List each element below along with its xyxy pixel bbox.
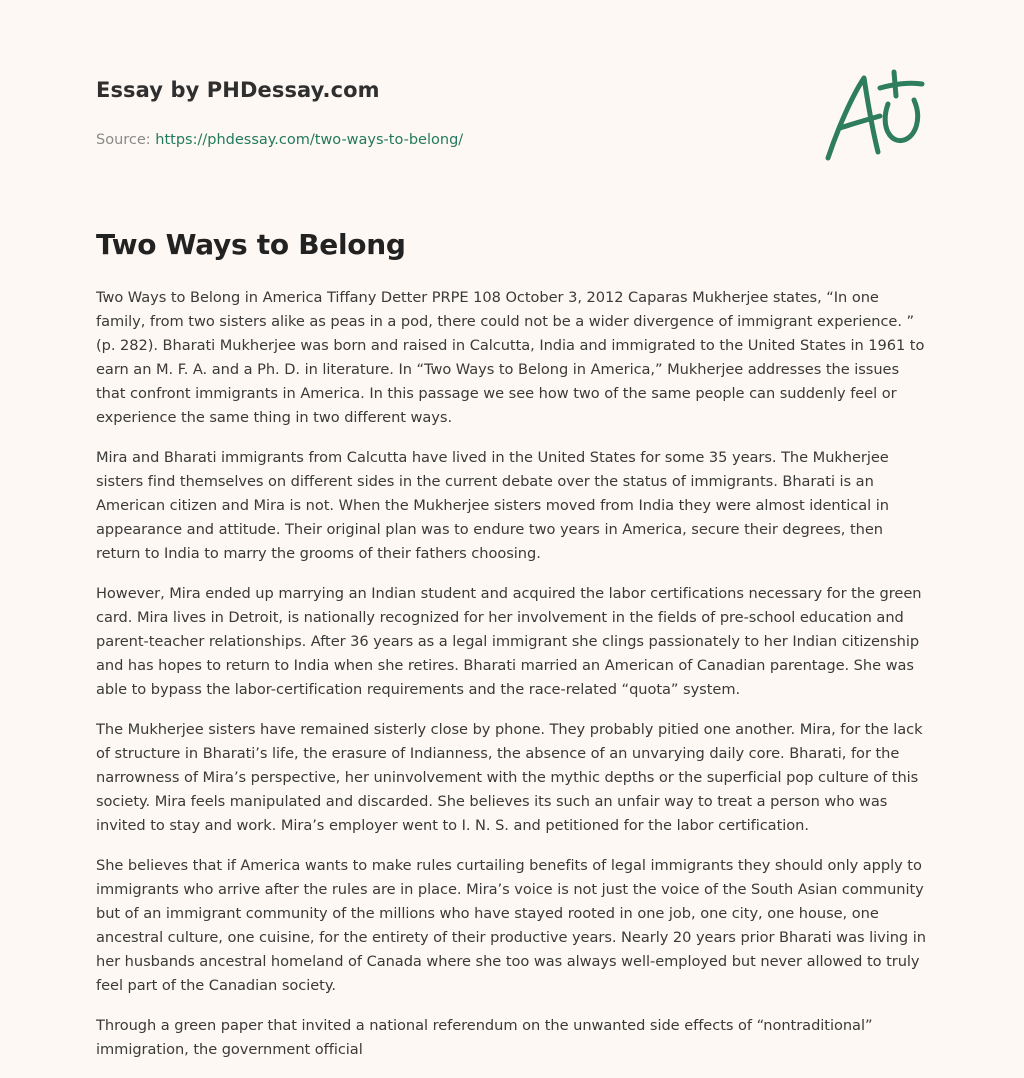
source-label: Source:	[96, 132, 156, 148]
source-line	[96, 131, 656, 149]
essay-title: Two Ways to Belong	[96, 228, 406, 261]
essay-paragraph: Through a green paper that invited a national referendum on the unwanted side effects of “nontraditional” immigration, the government official	[96, 1017, 873, 1058]
essay-header	[96, 76, 656, 149]
essay-body	[96, 286, 930, 1078]
site-brand: Essay by PHDessay.com	[96, 78, 380, 102]
essay-paragraph: Two Ways to Belong in America Tiffany Detter PRPE 108 October 3, 2012 Caparas Mukherjee states, “In one family, from two sisters alike as peas in a pod, there could not be a wider divergence of immigrant experience. ” (p. 282). Bharati Mukherjee was born and raised in Calcutta, India and immigrated to the United States in 1961 to earn an M. F. A. and a Ph. D. in literature. In “Two Ways to Belong in America,” Mukherjee addresses the issues that confront immigrants in America. In this passage we see how two of the same people can suddenly feel or experience the same thing in two different ways.	[96, 289, 925, 426]
source-link[interactable]: https://phdessay.com/two-ways-to-belong/	[155, 132, 464, 148]
essay-paragraph: She believes that if America wants to make rules curtailing benefits of legal immigrants they should only apply to immigrants who arrive after the rules are in place. Mira’s voice is not just the voice of the South Asian community but of an immigrant community of the millions who have stayed rooted in one job, one city, one house, one ancestral culture, one cuisine, for the entirety of their productive years. Nearly 20 years prior Bharati was living in her husbands ancestral homeland of Canada where she too was always well-employed but never allowed to truly feel part of the Canadian society.	[96, 857, 926, 994]
essay-paragraph: The Mukherjee sisters have remained sisterly close by phone. They probably pitied one another. Mira, for the lack of structure in Bharati’s life, the erasure of Indianness, the absence of an unvarying daily core. Bharati, for the narrowness of Mira’s perspective, her uninvolvement with the mythic depths or the superficial pop culture of this society. Mira feels manipulated and discarded. She believes its such an unfair way to treat a person who was invited to stay and work. Mira’s employer went to I. N. S. and petitioned for the labor certification.	[96, 721, 923, 834]
essay-paragraph: Mira and Bharati immigrants from Calcutta have lived in the United States for some 35 years. The Mukherjee sisters find themselves on different sides in the current debate over the status of immigrants. Bharati is an American citizen and Mira is not. When the Mukherjee sisters moved from India they were almost identical in appearance and attitude. Their original plan was to endure two years in America, secure their degrees, then return to India to marry the grooms of their fathers choosing.	[96, 449, 889, 562]
essay-paragraph: However, Mira ended up marrying an Indian student and acquired the labor certifications necessary for the green card. Mira lives in Detroit, is nationally recognized for her involvement in the fields of pre-school education and parent-teacher relationships. After 36 years as a legal immigrant she clings passionately to her Indian citizenship and has hopes to return to India when she retires. Bharati married an American of Canadian parentage. She was able to bypass the labor-certification requirements and the race-related “quota” system.	[96, 585, 922, 698]
a-plus-grade-icon	[818, 66, 930, 166]
